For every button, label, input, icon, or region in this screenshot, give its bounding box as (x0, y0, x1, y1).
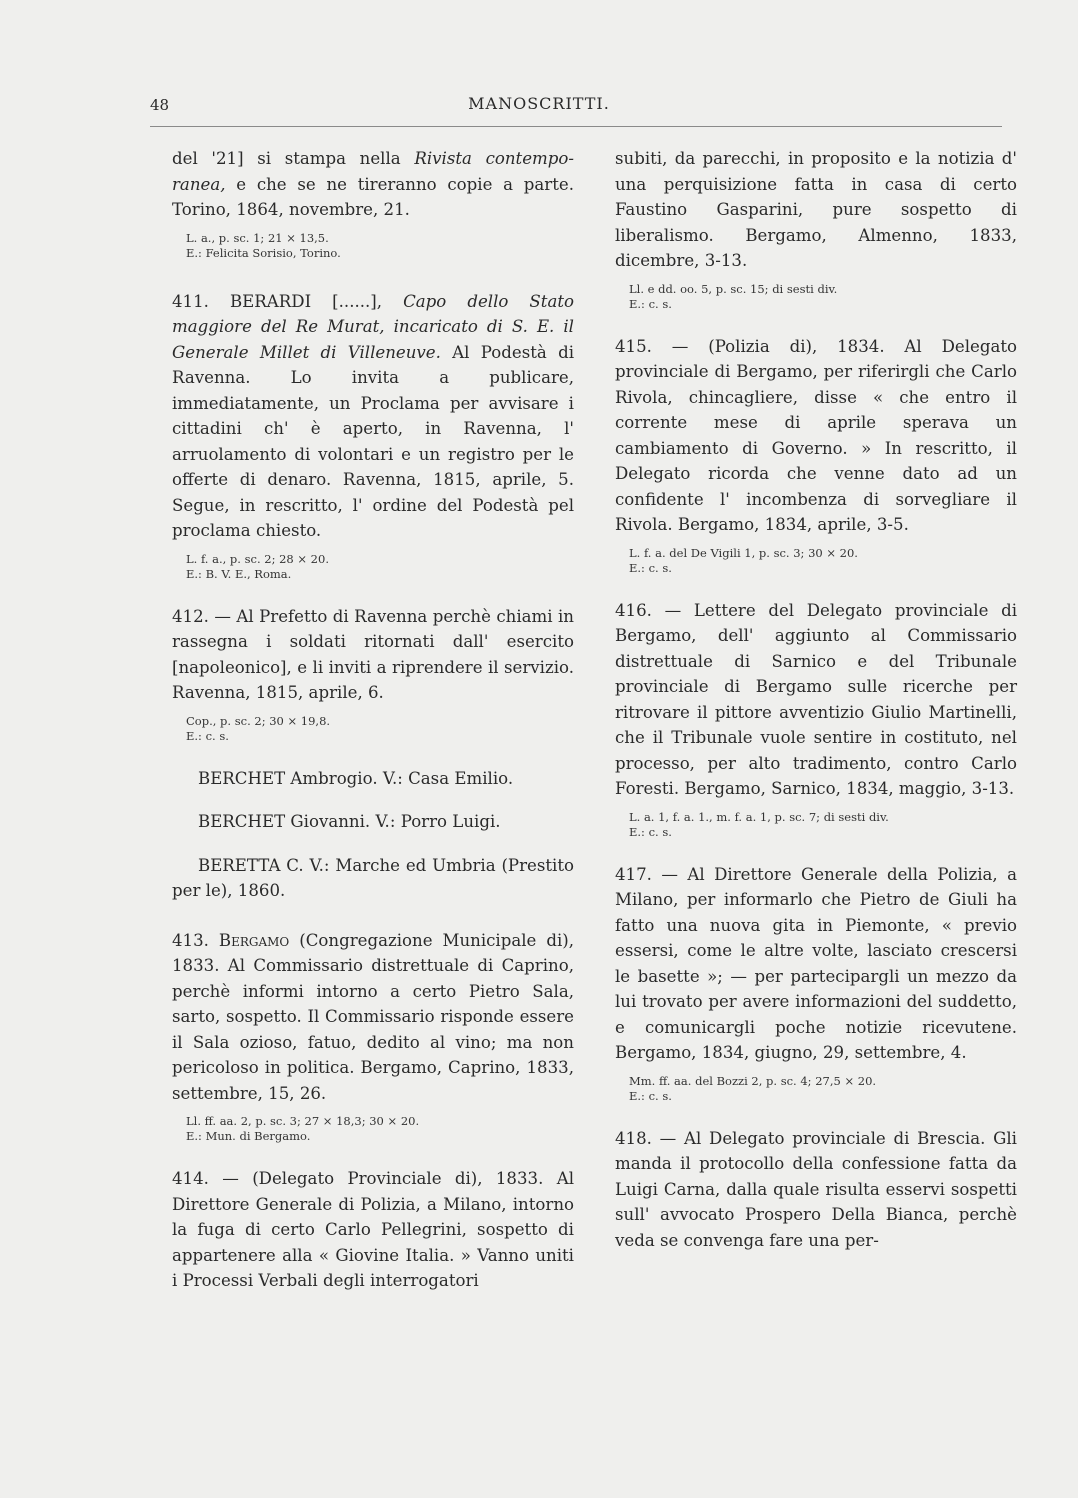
entry-note: Ll. e dd. oo. 5, p. sc. 15; di sesti div. (629, 281, 838, 296)
entry-418: 418. — Al Delegato provinciale di Brescia. Gli manda il protocollo della confessione fatta da Luigi Carna, dalla quale risulta esservi sospetti sull' avvocato Prospero Della Bianca, perchè veda se convenga fare una per- (615, 1128, 1017, 1250)
entry-411 (172, 289, 574, 544)
entry-416: 416. — Lettere del Delegato provinciale di Bergamo, dell' aggiunto al Commissario distrettuale di Sarnico e del Tribunale provinciale di Bergamo sulle ricerche per ritrovare il pittore avventizio Giulio Martinelli, che il Tribunale vuole sentire in costituto, nel processo, per alto tradimento, contro Carlo Foresti. Bergamo, Sarnico, 1834, maggio, 3-13. (615, 600, 1017, 798)
italic-title: Capo dello Stato maggiore del Re Murat, incaricato di S. E. il Generale Millet di Villeneuve. (172, 291, 574, 362)
entry-413 (172, 928, 574, 1107)
entry-note: L. f. a. del De Vigili 1, p. sc. 3; 30 ⨯ 20. (629, 545, 858, 560)
cross-reference: BERETTA C. V.: Marche ed Umbria (Prestito per le), 1860. (172, 855, 574, 900)
entry-note: E.: c. s. (629, 296, 672, 311)
entry-414: 414. — (Delegato Provinciale di), 1833. Al Direttore Generale di Polizia, a Milano, intorno la fuga di certo Carlo Pellegrini, sospetto di appartenere alla « Giovine Italia. » Vanno uniti i Processi Verbali degli interrogatori (172, 1169, 574, 1290)
entry-note: E.: c. s. (629, 560, 672, 575)
running-title: MANOSCRITTI. (468, 94, 610, 113)
left-column (172, 146, 574, 1294)
entry-note: E.: B. V. E., Roma. (186, 566, 292, 581)
entry-note: Cop., p. sc. 2; 30 ⨯ 19,8. (186, 713, 331, 728)
entry-note: L. a. 1, f. a. 1., m. f. a. 1, p. sc. 7; di sesti div. (629, 809, 889, 824)
cross-reference: BERCHET Giovanni. V.: Porro Luigi. (198, 812, 501, 831)
entry-415: 415. — (Polizia di), 1834. Al Delegato provinciale di Bergamo, per riferirgli che Carlo Rivola, chincagliere, disse « che entro il corrente mese di aprile sperava un cambiamento di Governo. » In rescritto, il Delegato ricorda che venne dato ad un confidente l' incombenza di sorvegliare il Rivola. Bergamo, 1834, aprile, 3-5. (615, 336, 1017, 534)
italic-title: Rivista contempo-ranea, (172, 149, 574, 194)
entry-412: 412. — Al Prefetto di Ravenna perchè chiami in rassegna i soldati ritornati dall' esercito [napoleonico], e li inviti a riprendere il servizio. Ravenna, 1815, aprile, 6. (172, 606, 574, 702)
entry-note: E.: c. s. (629, 1088, 672, 1103)
entry-410-continuation (172, 146, 574, 223)
small-caps-name: Bergamo (218, 930, 290, 950)
entry-414-continuation: subiti, da parecchi, in proposito e la notizia d' una perquisizione fatta in casa di certo Faustino Gasparini, pure sospetto di liberalismo. Bergamo, Almenno, 1833, dicembre, 3-13. (615, 149, 1017, 270)
right-column (615, 146, 1017, 1253)
entry-note: Ll. ff. aa. 2, p. sc. 3; 27 ⨯ 18,3; 30 ⨯ 20. (186, 1114, 420, 1128)
text: (Congregazione Municipale di), 1833. Al Commissario distrettuale di Caprino, perchè informi intorno a certo Pietro Sala, sarto, sospetto. Il Commissario risponde essere il Sala ozioso, fatuo, dedito al vino; ma non pericoloso in politica. Bergamo, Caprino, 1833, settembre, 15, 26. (172, 930, 574, 1103)
text: e che se ne tireranno copie a parte. Torino, 1864, novembre, 21. (172, 174, 574, 219)
header-rule (150, 126, 1002, 127)
entry-note: E.: Mun. di Bergamo. (186, 1129, 311, 1143)
entry-note: L. a., p. sc. 1; 21 ⨯ 13,5. (186, 230, 329, 245)
page-number: 48 (150, 96, 170, 114)
entry-note: Mm. ff. aa. del Bozzi 2, p. sc. 4; 27,5 ⨯ 20. (629, 1073, 877, 1088)
cross-reference: BERCHET Ambrogio. V.: Casa Emilio. (198, 768, 514, 788)
entry-note: L. f. a., p. sc. 2; 28 ⨯ 20. (186, 551, 329, 566)
entry-417: 417. — Al Direttore Generale della Polizia, a Milano, per informarlo che Pietro de Giuli ha fatto una nuova gita in Piemonte, « previo essersi, come le altre volte, lasciato crescersi le basette »; — per partecipargli un mezzo da lui trovato per avere informazioni del suddetto, e comunicargli poche notizie ricevutene. Bergamo, 1834, giugno, 29, settembre, 4. (615, 864, 1017, 1062)
text: del '21] si stampa nella (172, 149, 415, 168)
text: Al Podestà di Ravenna. Lo invita a publicare, immediatamente, un Proclama per avvisare i cittadini ch' è aperto, in Ravenna, l' arruolamento di volontari e un registro per le offerte di denaro. Ravenna, 1815, aprile, 5. Segue, in rescritto, l' ordine del Podestà pel proclama chiesto. (172, 342, 574, 540)
entry-note: E.: c. s. (186, 728, 229, 743)
text: 413. (172, 930, 219, 950)
entry-note: E.: c. s. (629, 824, 672, 839)
text: 411. BERARDI [......], (172, 291, 404, 311)
entry-note: E.: Felicita Sorisio, Torino. (186, 245, 341, 260)
